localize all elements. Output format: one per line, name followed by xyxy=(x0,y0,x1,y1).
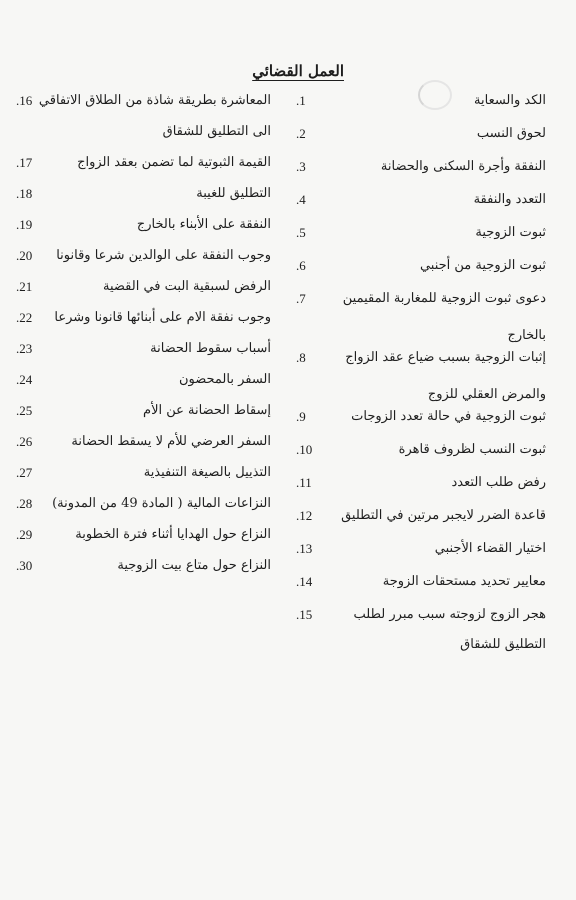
item-number: .5 xyxy=(296,225,306,240)
item-text: السفر العرضي للأم لا يسقط الحضانة xyxy=(71,434,271,449)
item-text: السفر بالمحضون xyxy=(178,372,271,387)
item-number: .21 xyxy=(16,279,33,294)
item-text: النفقة وأجرة السكنى والحضانة xyxy=(380,159,546,174)
item-number: .24 xyxy=(16,372,33,387)
item-text: وجوب نفقة الام على أبنائها قانونا وشرعا xyxy=(54,310,271,325)
item-number: .18 xyxy=(16,186,33,201)
item-text: ثبوت الزوجية من أجنبي xyxy=(419,258,546,273)
item-number: .17 xyxy=(16,155,33,170)
item-text: أسباب سقوط الحضانة xyxy=(150,341,271,356)
list-item xyxy=(296,538,546,571)
list-item xyxy=(16,555,271,586)
item-number: .11 xyxy=(296,475,312,490)
list-item xyxy=(16,183,271,214)
list-item xyxy=(296,347,546,406)
list-item xyxy=(16,462,271,493)
item-number: .20 xyxy=(16,248,33,263)
page-title: العمل القضائي xyxy=(252,62,344,80)
list-item xyxy=(16,338,271,369)
item-number: .22 xyxy=(16,310,33,325)
item-text: التطليق للغيبة xyxy=(196,186,271,201)
item-text-continuation: الى التطليق للشقاق xyxy=(162,124,271,139)
list-item xyxy=(16,524,271,555)
item-number: .12 xyxy=(296,508,313,523)
item-text: إسقاط الحضانة عن الأم xyxy=(143,403,271,418)
list-item xyxy=(16,307,271,338)
item-number: .7 xyxy=(296,291,306,306)
item-number: .10 xyxy=(296,442,313,457)
list-item xyxy=(296,255,546,288)
item-number: .25 xyxy=(16,403,33,418)
item-number: .27 xyxy=(16,465,33,480)
item-number: .1 xyxy=(296,93,306,108)
list-item xyxy=(296,189,546,222)
item-text: الرفض لسبقية البت في القضية xyxy=(103,279,271,294)
item-number: .15 xyxy=(296,607,313,622)
item-text: ثبوت الزوجية في حالة تعدد الزوجات xyxy=(351,409,546,424)
list-item xyxy=(16,400,271,431)
item-number: .16 xyxy=(16,93,33,108)
list-item xyxy=(296,90,546,123)
item-number: .30 xyxy=(16,558,33,573)
list-item xyxy=(16,152,271,183)
item-number: .28 xyxy=(16,496,33,511)
item-text: قاعدة الضرر لايجبر مرتين في التطليق xyxy=(341,508,546,523)
item-text: إثبات الزوجية بسبب ضياع عقد الزواج xyxy=(345,350,546,365)
item-text: المعاشرة بطريقة شاذة من الطلاق الاتفاقي xyxy=(38,93,271,108)
list-column-right xyxy=(296,90,546,663)
list-item xyxy=(296,571,546,604)
item-text-continuation: التطليق للشقاق xyxy=(460,637,546,652)
item-number: .9 xyxy=(296,409,306,424)
item-number: .14 xyxy=(296,574,313,589)
item-text: التعدد والنفقة xyxy=(473,192,546,207)
list-item xyxy=(16,369,271,400)
item-text: النزاع حول متاع بيت الزوجية xyxy=(117,558,271,573)
item-text: معايير تحديد مستحقات الزوجة xyxy=(382,574,546,589)
item-number: .29 xyxy=(16,527,33,542)
item-text: دعوى ثبوت الزوجية للمغاربة المقيمين xyxy=(342,291,546,306)
list-item xyxy=(296,505,546,538)
item-text: ثبوت النسب لظروف قاهرة xyxy=(398,442,546,457)
item-text: اختيار القضاء الأجنبي xyxy=(434,541,546,556)
list-item xyxy=(296,406,546,439)
list-column-left xyxy=(16,90,271,586)
item-text: النزاعات المالية ( المادة 49 من المدونة) xyxy=(52,496,271,511)
item-text: القيمة الثبوتية لما تضمن بعقد الزواج xyxy=(77,155,271,170)
list-item xyxy=(296,439,546,472)
list-item xyxy=(16,493,271,524)
list-item xyxy=(296,472,546,505)
item-number: .19 xyxy=(16,217,33,232)
item-number: .26 xyxy=(16,434,33,449)
item-text: هجر الزوج لزوجته سبب مبرر لطلب xyxy=(353,607,546,622)
item-text: ثبوت الزوجية xyxy=(475,225,546,240)
list-item xyxy=(296,288,546,347)
item-number: .3 xyxy=(296,159,306,174)
list-item xyxy=(296,222,546,255)
list-item xyxy=(16,245,271,276)
list-item xyxy=(16,276,271,307)
item-number: .6 xyxy=(296,258,306,273)
list-item xyxy=(296,156,546,189)
list-item xyxy=(296,123,546,156)
item-text: لحوق النسب xyxy=(476,126,546,141)
item-text: رفض طلب التعدد xyxy=(451,475,546,490)
item-number: .2 xyxy=(296,126,306,141)
item-text: الكد والسعاية xyxy=(474,93,546,108)
list-item xyxy=(296,604,546,663)
list-item xyxy=(16,90,271,152)
item-text: النزاع حول الهدايا أثناء فترة الخطوبة xyxy=(75,527,271,542)
list-item xyxy=(16,431,271,462)
item-text-continuation: بالخارج xyxy=(507,328,546,343)
item-text: التذييل بالصيغة التنفيذية xyxy=(143,465,271,480)
item-number: .4 xyxy=(296,192,306,207)
item-text: النفقة على الأبناء بالخارج xyxy=(136,217,271,232)
item-number: .8 xyxy=(296,350,306,365)
item-text: وجوب النفقة على الوالدين شرعا وقانونا xyxy=(56,248,271,263)
list-item xyxy=(16,214,271,245)
item-number: .23 xyxy=(16,341,33,356)
item-text-continuation: والمرض العقلي للزوج xyxy=(427,387,546,402)
item-number: .13 xyxy=(296,541,313,556)
